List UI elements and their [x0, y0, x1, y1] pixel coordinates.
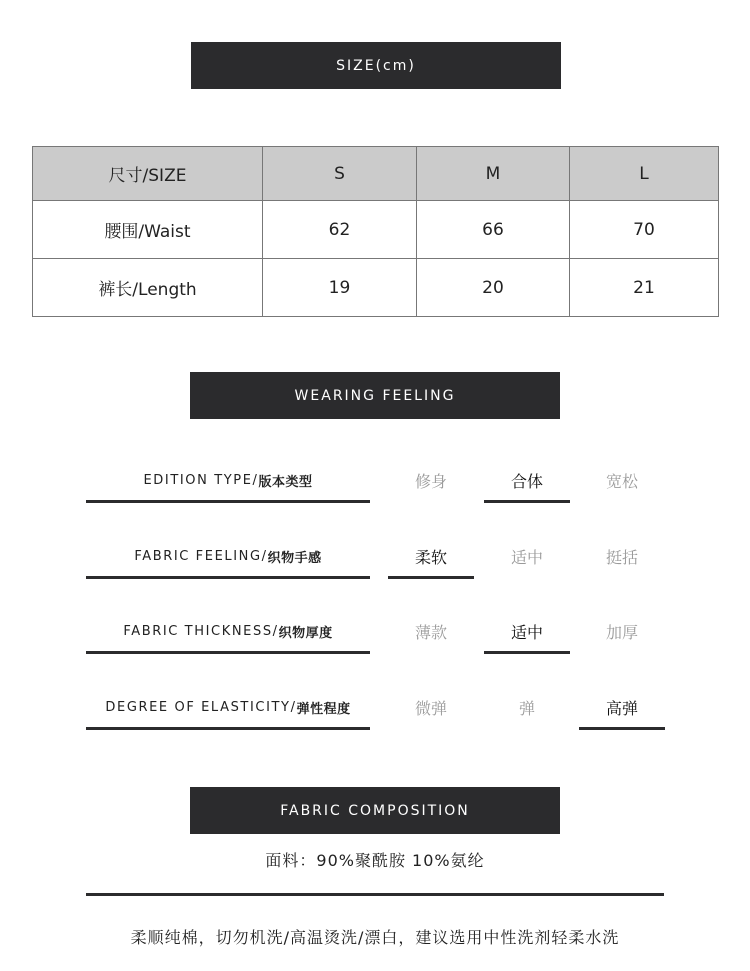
wearing-section-banner [190, 372, 560, 419]
row-label-waist: 腰围/Waist [33, 201, 263, 259]
size-section-banner [191, 42, 561, 89]
feeling-label-cn: 弹性程度 [296, 701, 351, 717]
feeling-row-elasticity [0, 683, 750, 743]
cell-value: 20 [417, 259, 570, 317]
cell-value: 62 [263, 201, 417, 259]
feeling-label [86, 693, 370, 730]
fabric-section-banner [190, 787, 560, 834]
feeling-option: 加厚 [605, 622, 638, 642]
table-row [33, 201, 719, 259]
size-header-s: S [263, 147, 417, 201]
wearing-section-title: WEARING FEELING [294, 387, 456, 404]
cell-value: 19 [263, 259, 417, 317]
feeling-option: 修身 [414, 471, 447, 491]
fabric-section-title: FABRIC COMPOSITION [280, 802, 470, 819]
feeling-option: 高弹 [579, 693, 665, 730]
feeling-option: 微弹 [414, 698, 447, 718]
feeling-option: 适中 [510, 547, 543, 567]
feeling-option: 挺括 [605, 547, 638, 567]
cell-value: 21 [570, 259, 719, 317]
feeling-row-edition-type [0, 456, 750, 516]
feeling-label [86, 617, 370, 654]
feeling-label-en: FABRIC FEELING/ [134, 548, 268, 564]
fabric-composition-text: 面料：90%聚酰胺 10%氨纶 [265, 851, 485, 870]
size-table-header-row [33, 147, 719, 201]
divider [86, 893, 664, 896]
feeling-row-fabric-thickness [0, 607, 750, 667]
size-header-l: L [570, 147, 719, 201]
size-header-label: 尺寸/SIZE [33, 147, 263, 201]
feeling-label-en: EDITION TYPE/ [143, 472, 259, 488]
row-label-length: 裤长/Length [33, 259, 263, 317]
feeling-label-cn: 织物厚度 [278, 625, 333, 641]
size-header-m: M [417, 147, 570, 201]
feeling-option: 柔软 [388, 542, 474, 579]
feeling-label-en: FABRIC THICKNESS/ [123, 623, 279, 639]
feeling-label-cn: 版本类型 [258, 474, 313, 490]
cell-value: 66 [417, 201, 570, 259]
feeling-label [86, 466, 370, 503]
feeling-option: 适中 [484, 617, 570, 654]
feeling-label [86, 542, 370, 579]
feeling-label-cn: 织物手感 [267, 550, 322, 566]
cell-value: 70 [570, 201, 719, 259]
feeling-row-fabric-feeling [0, 532, 750, 592]
feeling-option: 合体 [484, 466, 570, 503]
feeling-option: 薄款 [414, 622, 447, 642]
table-row [33, 259, 719, 317]
care-instructions-text: 柔顺纯棉，切勿机洗/高温烫洗/漂白，建议选用中性洗剂轻柔水洗 [130, 928, 620, 947]
feeling-option: 弹 [518, 698, 535, 718]
size-section-title: SIZE(cm) [336, 57, 416, 74]
size-table [32, 146, 719, 317]
feeling-option: 宽松 [605, 471, 638, 491]
feeling-label-en: DEGREE OF ELASTICITY/ [105, 699, 297, 715]
